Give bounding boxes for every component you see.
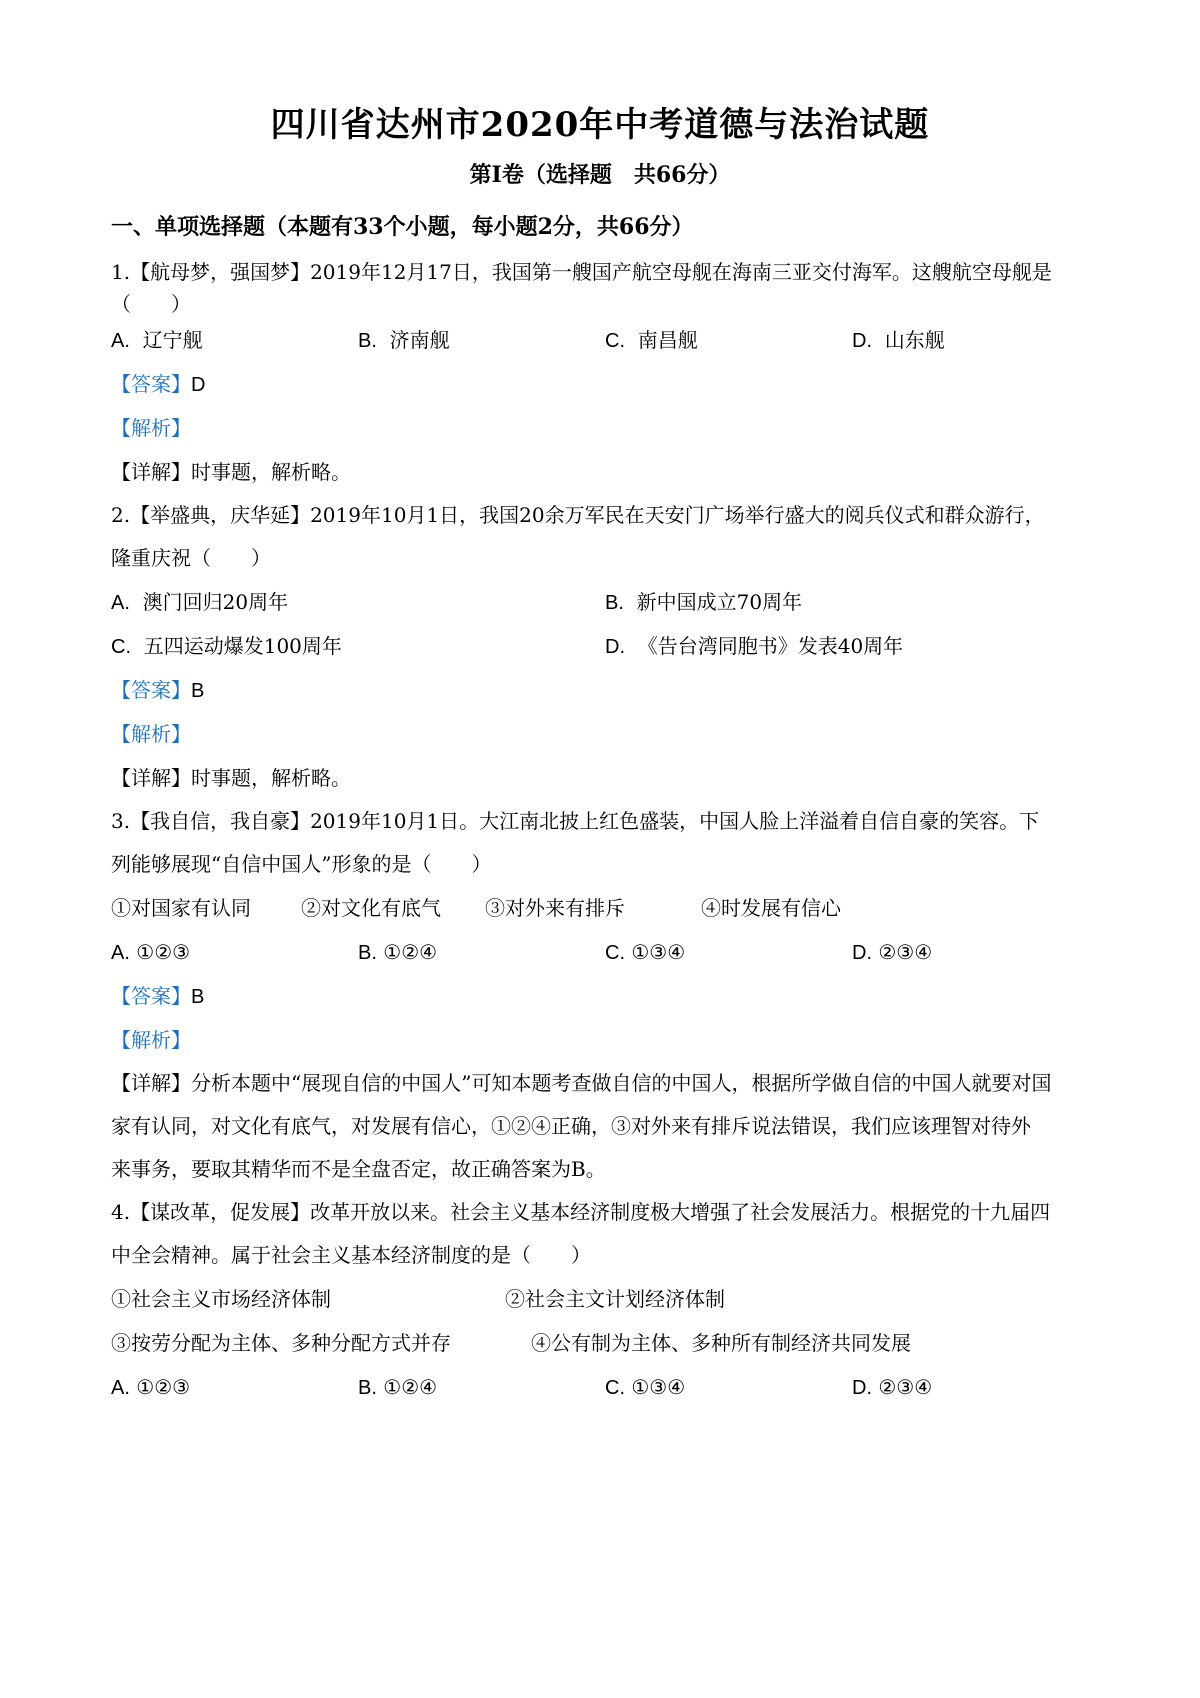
q3-option-b: B. ①②④ bbox=[358, 940, 438, 964]
q1-option-a: A. 辽宁舰 bbox=[111, 328, 203, 352]
q3-analysis-tag: 【解析】 bbox=[111, 1028, 191, 1052]
q1-option-d: D. 山东舰 bbox=[852, 328, 945, 352]
q1-option-b: B. 济南舰 bbox=[358, 328, 450, 352]
q4-option-b: B. ①②④ bbox=[358, 1375, 438, 1399]
q2-detail: 【详解】时事题，解析略。 bbox=[111, 766, 351, 790]
q3-option-d: D. ②③④ bbox=[852, 940, 933, 964]
q1-answer: 【答案】D bbox=[111, 372, 206, 396]
q4-item-4: ④公有制为主体、多种所有制经济共同发展 bbox=[531, 1331, 911, 1355]
q1-detail: 【详解】时事题，解析略。 bbox=[111, 460, 351, 484]
q4-option-d: D. ②③④ bbox=[852, 1375, 933, 1399]
q3-item-1: ①对国家有认同 bbox=[111, 896, 251, 920]
q3-item-2: ②对文化有底气 bbox=[301, 896, 441, 920]
q2-answer: 【答案】B bbox=[111, 678, 205, 702]
q2-option-d: D. 《告台湾同胞书》发表40周年 bbox=[605, 634, 904, 658]
q4-item-3: ③按劳分配为主体、多种分配方式并存 bbox=[111, 1331, 451, 1355]
page-subtitle: 第I卷（选择题 共66分） bbox=[469, 162, 731, 188]
q3-detail-line1: 【详解】分析本题中“展现自信的中国人”可知本题考查做自信的中国人，根据所学做自信的中国人就要对国 bbox=[111, 1071, 1052, 1095]
q2-option-b: B. 新中国成立70周年 bbox=[605, 590, 803, 614]
q3-item-4: ④时发展有信心 bbox=[701, 896, 841, 920]
q3-stem-line1: 3.【我自信，我自豪】2019年10月1日。大江南北披上红色盛装，中国人脸上洋溢着自信自豪的笑容。下 bbox=[111, 809, 1040, 833]
q1-stem-line1: 1.【航母梦，强国梦】2019年12月17日，我国第一艘国产航空母舰在海南三亚交付海军。这艘航空母舰是 bbox=[111, 260, 1052, 284]
q4-option-c: C. ①③④ bbox=[605, 1375, 686, 1399]
q4-item-1: ①社会主义市场经济体制 bbox=[111, 1287, 331, 1311]
q3-detail-line3: 来事务，要取其精华而不是全盘否定，故正确答案为B。 bbox=[111, 1157, 606, 1181]
q2-stem-line2: 隆重庆祝（ ） bbox=[111, 546, 271, 570]
q2-option-c: C. 五四运动爆发100周年 bbox=[111, 634, 342, 658]
q2-option-a: A. 澳门回归20周年 bbox=[111, 590, 289, 614]
page-title: 四川省达州市2020年中考道德与法治试题 bbox=[270, 105, 930, 145]
q4-option-a: A. ①②③ bbox=[111, 1375, 191, 1399]
q3-stem-line2: 列能够展现“自信中国人”形象的是（ ） bbox=[111, 852, 492, 876]
q1-option-c: C. 南昌舰 bbox=[605, 328, 698, 352]
q3-option-a: A. ①②③ bbox=[111, 940, 191, 964]
q4-stem-line1: 4.【谋改革，促发展】改革开放以来。社会主义基本经济制度极大增强了社会发展活力。根据党的十九届四 bbox=[111, 1200, 1051, 1224]
q2-stem-line1: 2.【举盛典，庆华延】2019年10月1日，我国20余万军民在天安门广场举行盛大的阅兵仪式和群众游行， bbox=[111, 503, 1045, 527]
q3-answer: 【答案】B bbox=[111, 984, 205, 1008]
q3-item-3: ③对外来有排斥 bbox=[485, 896, 625, 920]
q4-stem-line2: 中全会精神。属于社会主义基本经济制度的是（ ） bbox=[111, 1243, 591, 1267]
q1-analysis-tag: 【解析】 bbox=[111, 416, 191, 440]
section-heading: 一、单项选择题（本题有33个小题，每小题2分，共66分） bbox=[111, 214, 694, 240]
q1-stem-line2: （ ） bbox=[111, 292, 191, 316]
q2-analysis-tag: 【解析】 bbox=[111, 722, 191, 746]
q4-item-2: ②社会主文计划经济体制 bbox=[505, 1287, 725, 1311]
q3-option-c: C. ①③④ bbox=[605, 940, 686, 964]
q3-detail-line2: 家有认同，对文化有底气，对发展有信心，①②④正确，③对外来有排斥说法错误，我们应该理智对待外 bbox=[111, 1114, 1031, 1138]
